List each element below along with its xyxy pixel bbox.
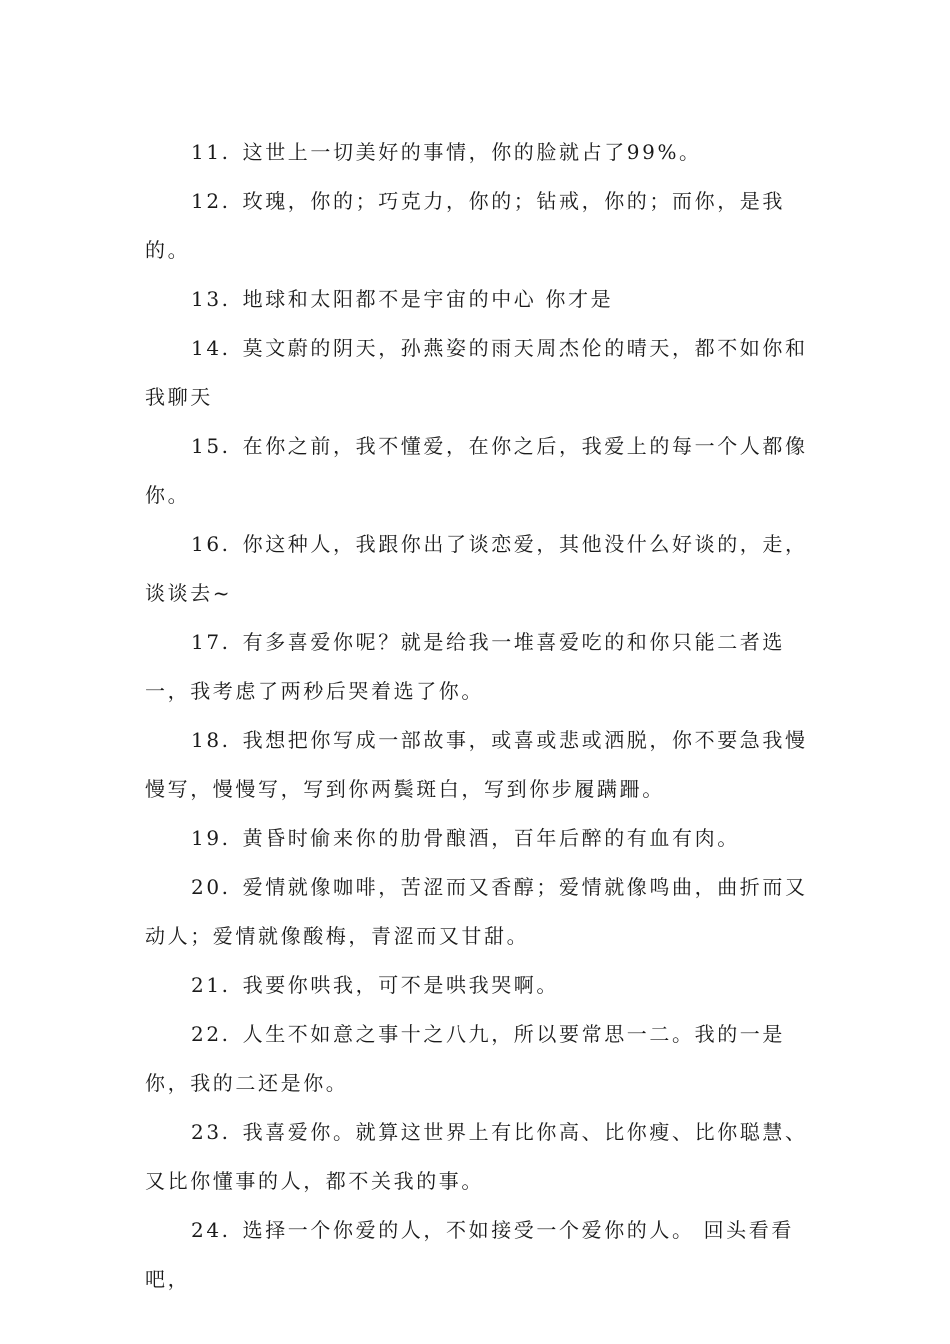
list-item [145,1010,825,1108]
item-text: 莫文蔚的阴天，孙燕姿的雨天周杰伦的晴天，都不如你和我聊天 [145,336,808,409]
item-text: 玫瑰，你的；巧克力，你的；钻戒，你的；而你，是我的。 [145,189,786,262]
list-item [145,863,825,961]
list-item [145,422,825,520]
item-number: 15. [191,434,231,458]
item-text: 有多喜爱你呢？就是给我一堆喜爱吃的和你只能二者选一，我考虑了两秒后哭着选了你。 [145,630,786,703]
item-number: 19. [191,826,231,850]
item-text: 地球和太阳都不是宇宙的中心 你才是 [242,287,614,311]
list-item [145,618,825,716]
item-number: 17. [191,630,231,654]
list-item [145,275,825,324]
item-number: 24. [191,1218,231,1242]
list-item [145,716,825,814]
list-item [145,324,825,422]
item-number: 21. [191,973,231,997]
quote-list [145,128,825,1304]
item-text: 这世上一切美好的事情，你的脸就占了99%。 [242,140,702,164]
list-item [145,1206,825,1304]
list-item [145,128,825,177]
item-number: 12. [191,189,231,213]
list-item [145,1108,825,1206]
item-text: 选择一个你爱的人，不如接受一个爱你的人。 回头看看吧， [145,1218,794,1291]
item-number: 18. [191,728,231,752]
item-number: 22. [191,1022,231,1046]
item-number: 23. [191,1120,231,1144]
item-number: 20. [191,875,231,899]
item-text: 我要你哄我，可不是哄我哭啊。 [242,973,560,997]
item-number: 14. [191,336,231,360]
list-item [145,520,825,618]
item-text: 我想把你写成一部故事，或喜或悲或洒脱，你不要急我慢慢写，慢慢写，写到你两鬓斑白，写到你步履蹒跚。 [145,728,808,801]
item-text: 人生不如意之事十之八九，所以要常思一二。我的一是你，我的二还是你。 [145,1022,786,1095]
list-item [145,961,825,1010]
item-text: 在你之前，我不懂爱，在你之后，我爱上的每一个人都像你。 [145,434,808,507]
item-number: 16. [191,532,231,556]
item-text: 黄昏时偷来你的肋骨酿酒，百年后醉的有血有肉。 [242,826,740,850]
item-number: 11. [191,140,231,164]
item-number: 13. [191,287,231,311]
item-text: 我喜爱你。就算这世界上有比你高、比你瘦、比你聪慧、又比你懂事的人，都不关我的事。 [145,1120,808,1193]
item-text: 爱情就像咖啡，苦涩而又香醇；爱情就像鸣曲，曲折而又动人；爱情就像酸梅，青涩而又甘甜。 [145,875,808,948]
item-text: 你这种人，我跟你出了谈恋爱，其他没什么好谈的，走，谈谈去~ [145,532,808,605]
list-item [145,177,825,275]
list-item [145,814,825,863]
